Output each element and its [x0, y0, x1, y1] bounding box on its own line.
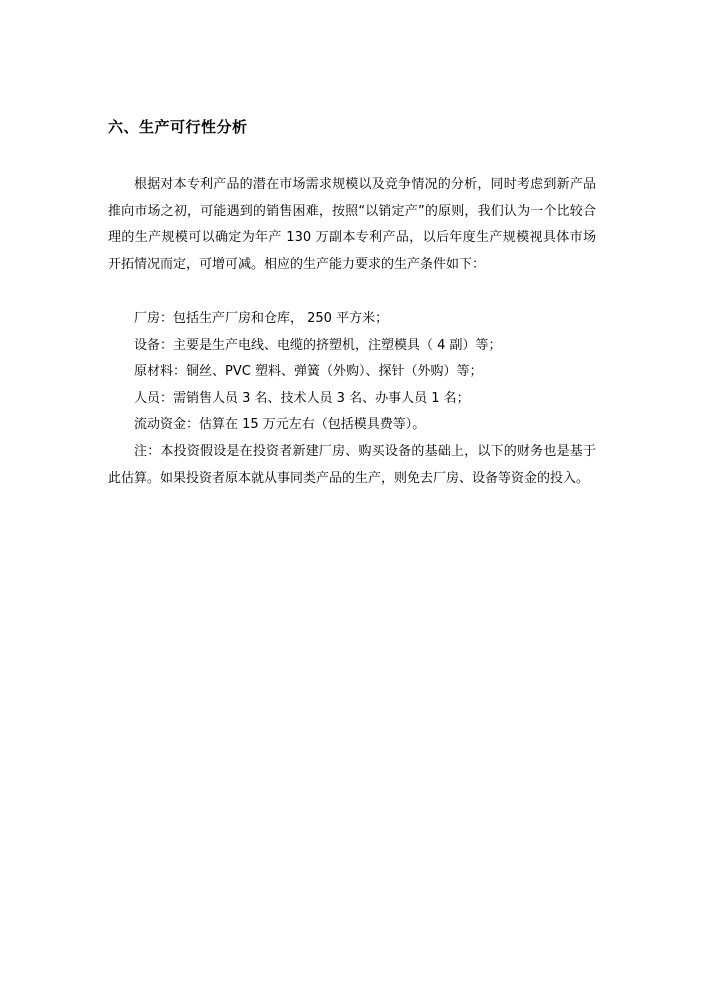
condition-item-working-capital: 流动资金：估算在 15 万元左右（包括模具费等）。: [134, 417, 426, 432]
intro-paragraph: 根据对本专利产品的潜在市场需求规模以及竞争情况的分析，同时考虑到新产品推向市场之初，可能遇到的销售困难，按照“以销定产”的原则，我们认为一个比较合理的生产规模可以确定为年产 130 万副本专利产品，以后年度生产规模视具体市场开拓情况而定，可增可减。相应的生产能力要求的生产条件如下：: [108, 177, 597, 272]
note-block: [108, 439, 596, 492]
note-paragraph: 注：本投资假设是在投资者新建厂房、购买设备的基础上，以下的财务也是基于此估算。如果投资者原本就从事同类产品的生产，则免去厂房、设备等资金的投入。: [108, 444, 596, 486]
condition-item-factory: 厂房：包括生产厂房和仓库， 250 平方米；: [134, 311, 389, 326]
condition-item-equipment: 设备：主要是生产电线、电缆的挤塑机，注塑模具（ 4 副）等；: [134, 337, 502, 353]
condition-item-materials: 原材料：铜丝、PVC 塑料、弹簧（外购）、探针（外购）等；: [134, 364, 483, 379]
section-heading: 六、生产可行性分析: [108, 118, 248, 136]
intro-block: [108, 172, 596, 278]
condition-item-staff: 人员：需销售人员 3 名、技术人员 3 名、办事人员 1 名；: [134, 390, 470, 406]
conditions-list: [108, 306, 596, 439]
